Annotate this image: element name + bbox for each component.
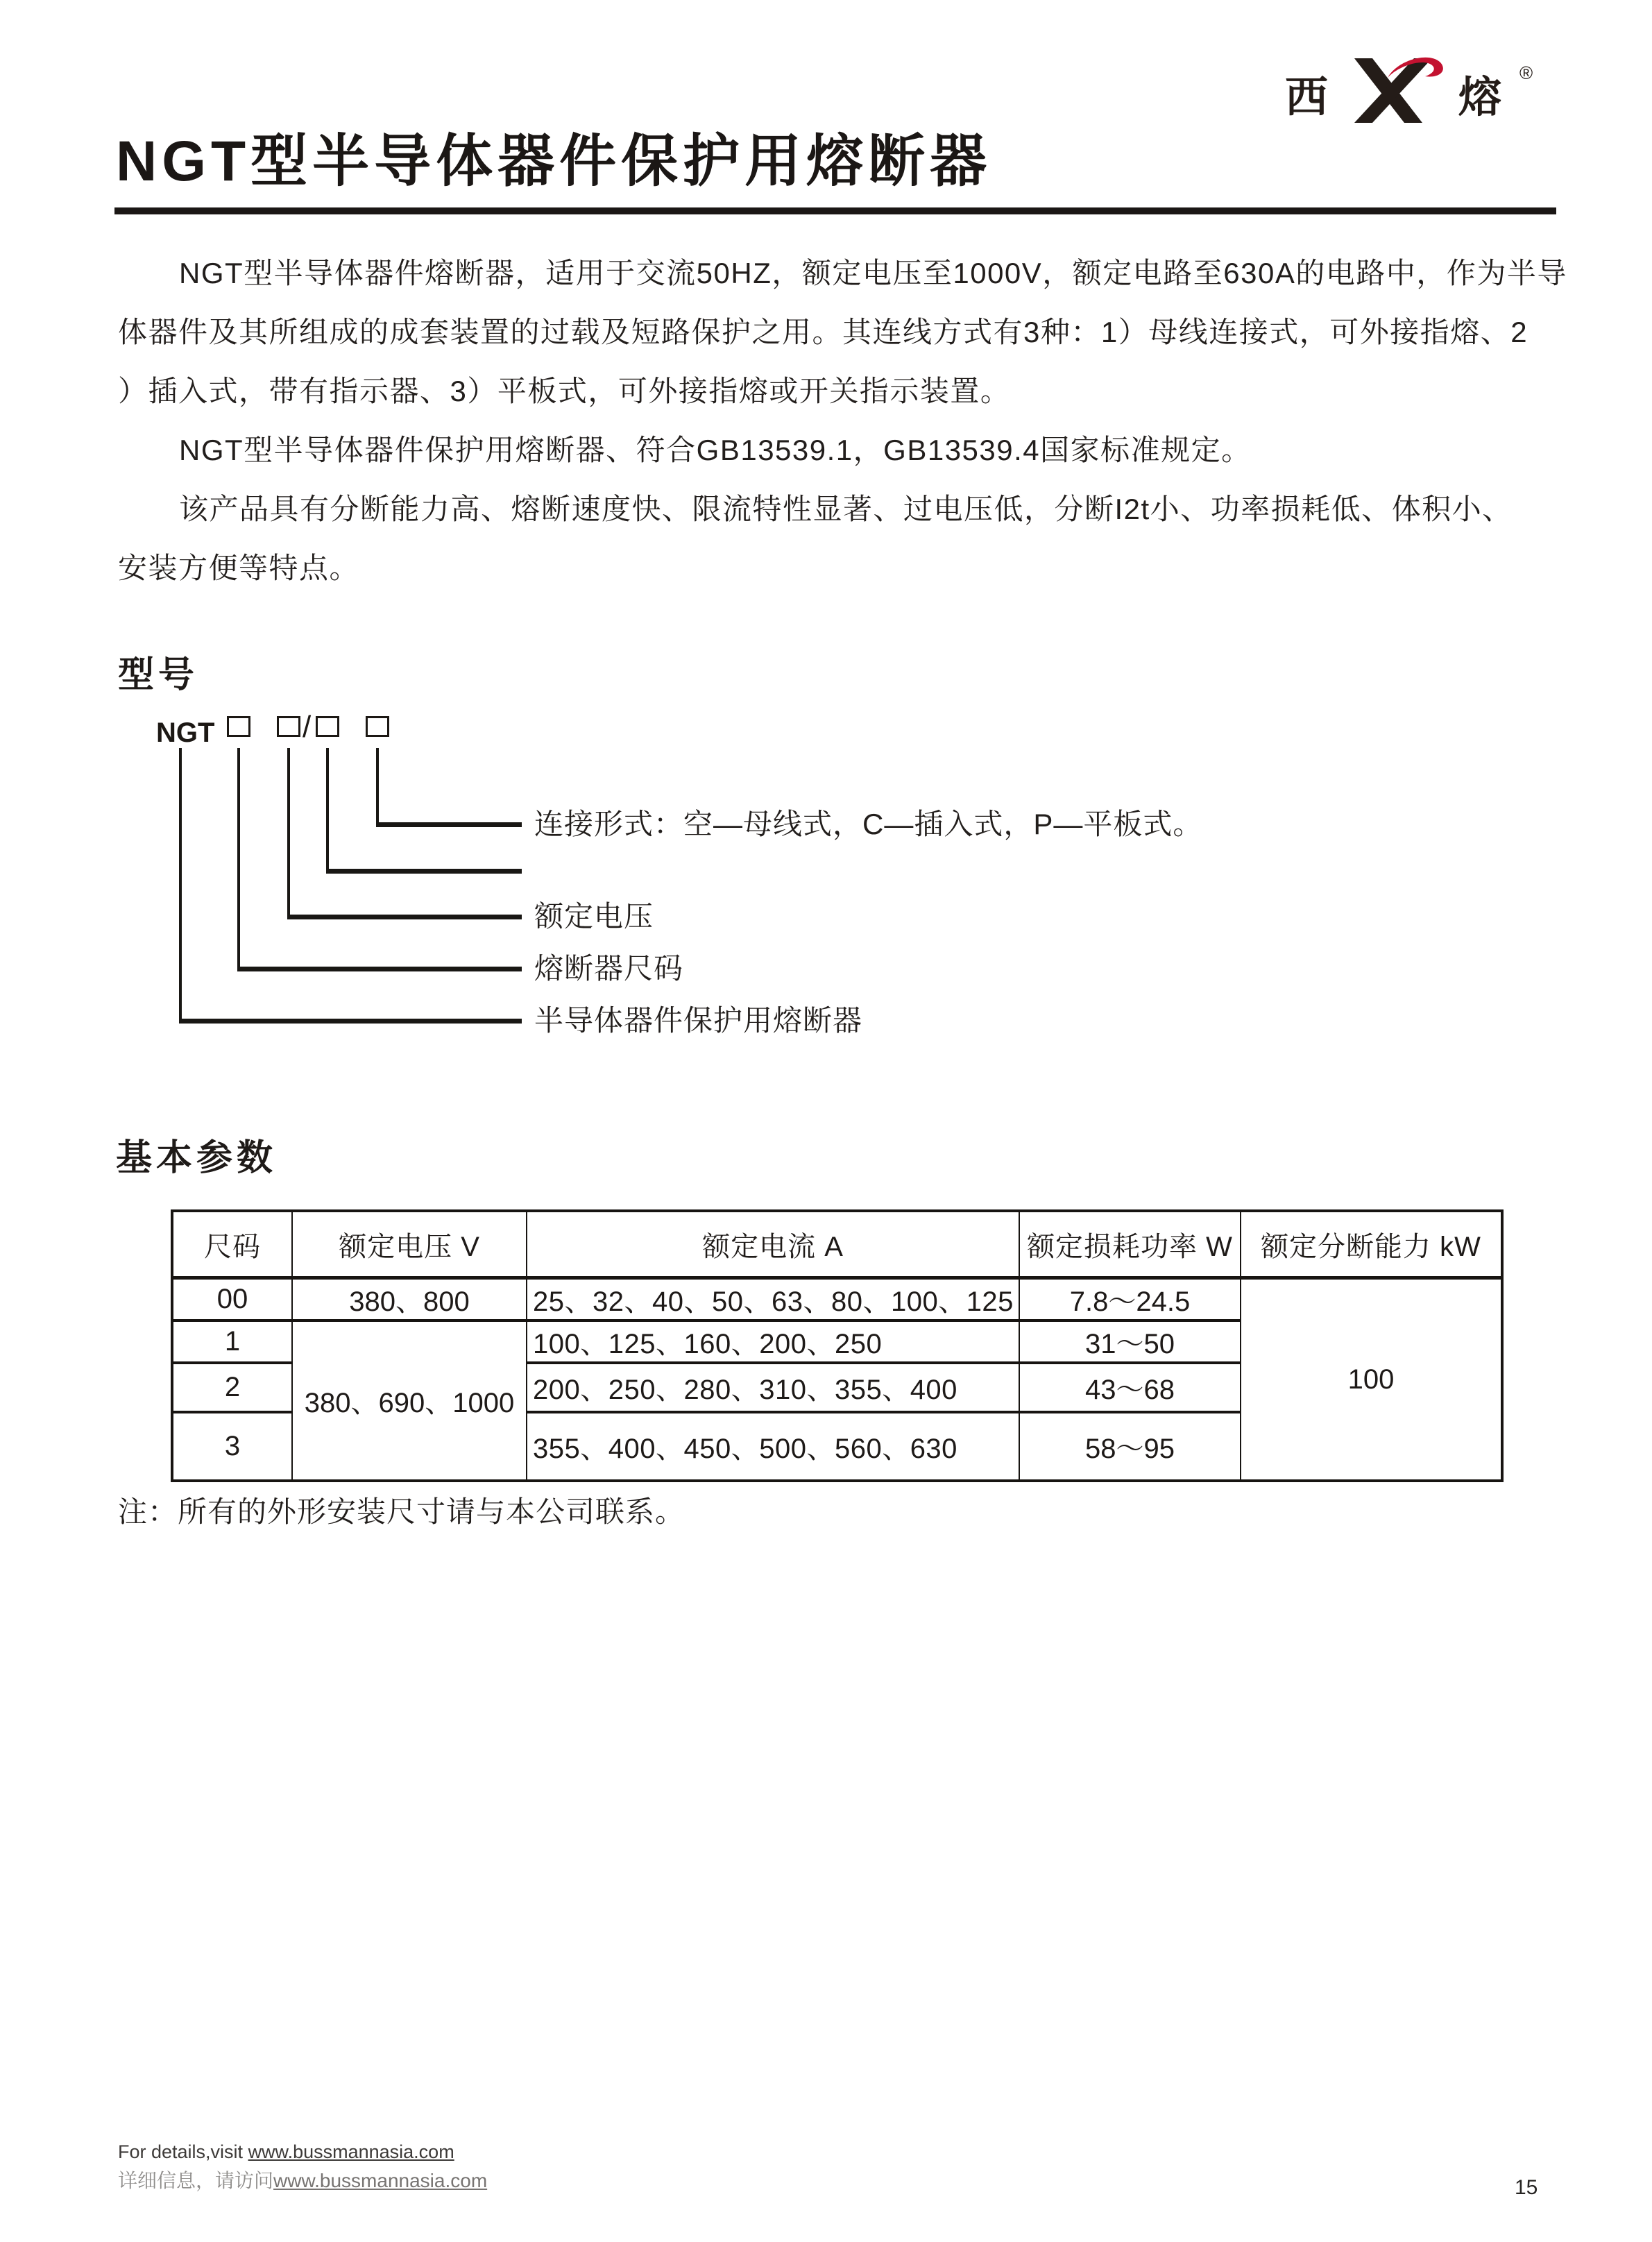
footer-en-url-link[interactable]: www.bussmannasia.com bbox=[248, 2141, 454, 2162]
cell-power: 43～68 bbox=[1019, 1363, 1241, 1412]
cell-size: 2 bbox=[172, 1363, 292, 1412]
footer-line-en bbox=[118, 2141, 454, 2163]
paragraph-line: 该产品具有分断能力高、熔断速度快、限流特性显著、过电压低，分断I2t小、功率损耗低、体积小、 bbox=[179, 493, 1513, 525]
page-title: NGT型半导体器件保护用熔断器 bbox=[116, 130, 992, 193]
footer-line-cn bbox=[118, 2166, 487, 2193]
cell-power: 7.8～24.5 bbox=[1019, 1278, 1241, 1321]
callout-rated-voltage: 额定电压 bbox=[534, 900, 654, 933]
logo-char-right: 熔 bbox=[1458, 74, 1502, 121]
model-placeholder-box bbox=[316, 716, 339, 737]
col-header-breaking: 额定分断能力 kW bbox=[1241, 1211, 1502, 1278]
paragraph-line: NGT型半导体器件熔断器，适用于交流50HZ，额定电压至1000V，额定电路至630A的电路中，作为半导 bbox=[179, 257, 1567, 289]
cell-current: 100、125、160、200、250 bbox=[527, 1320, 1019, 1363]
callout-line bbox=[287, 748, 290, 915]
cell-size: 00 bbox=[172, 1278, 292, 1321]
callout-line bbox=[326, 869, 522, 874]
model-slash: / bbox=[303, 710, 312, 744]
table-row bbox=[172, 1278, 1502, 1321]
callout-line bbox=[376, 822, 522, 827]
model-placeholder-box bbox=[277, 716, 300, 737]
col-header-power: 额定损耗功率 W bbox=[1019, 1211, 1241, 1278]
table-header-row bbox=[172, 1211, 1502, 1278]
col-header-size: 尺码 bbox=[172, 1211, 292, 1278]
callout-line bbox=[376, 748, 379, 822]
footer-cn-url-link[interactable]: www.bussmannasia.com bbox=[273, 2170, 488, 2191]
intro-paragraphs bbox=[118, 244, 1567, 597]
callout-line bbox=[179, 1019, 522, 1024]
logo-xr-mark-icon bbox=[1345, 57, 1449, 126]
cell-current: 355、400、450、500、560、630 bbox=[527, 1412, 1019, 1481]
page-number: 15 bbox=[1515, 2176, 1538, 2199]
cell-voltage: 380、800 bbox=[292, 1278, 527, 1321]
cell-breaking-capacity: 100 bbox=[1241, 1278, 1502, 1481]
callout-connection-form: 连接形式：空—母线式，C—插入式，P—平板式。 bbox=[534, 808, 1203, 840]
title-rule bbox=[114, 207, 1556, 214]
section-heading-params: 基本参数 bbox=[116, 1138, 278, 1178]
callout-fuse-size: 熔断器尺码 bbox=[534, 952, 684, 985]
cell-current: 25、32、40、50、63、80、100、125 bbox=[527, 1278, 1019, 1321]
section-heading-model: 型号 bbox=[118, 655, 199, 695]
callout-line bbox=[326, 748, 329, 869]
cell-voltage: 380、690、1000 bbox=[292, 1320, 527, 1481]
cell-power: 58～95 bbox=[1019, 1412, 1241, 1481]
paragraph-line: 安装方便等特点。 bbox=[118, 552, 360, 584]
logo-char-left: 西 bbox=[1285, 74, 1329, 121]
callout-line bbox=[237, 967, 522, 971]
cell-size: 3 bbox=[172, 1412, 292, 1481]
table-note: 注：所有的外形安装尺寸请与本公司联系。 bbox=[118, 1495, 686, 1528]
model-prefix: NGT bbox=[156, 717, 215, 748]
paragraph-line: 体器件及其所组成的成套装置的过载及短路保护之用。其连线方式有3种：1）母线连接式，可外接指熔、2 bbox=[118, 316, 1528, 348]
callout-series-meaning: 半导体器件保护用熔断器 bbox=[534, 1004, 863, 1037]
model-placeholder-box bbox=[227, 716, 250, 737]
cell-size: 1 bbox=[172, 1320, 292, 1363]
registered-trademark-icon: ® bbox=[1519, 62, 1533, 83]
callout-line bbox=[237, 748, 240, 967]
parameters-table bbox=[171, 1209, 1504, 1482]
col-header-voltage: 额定电压 V bbox=[292, 1211, 527, 1278]
model-placeholder-box bbox=[366, 716, 389, 737]
callout-line bbox=[179, 748, 182, 1019]
paragraph-line: NGT型半导体器件保护用熔断器、符合GB13539.1，GB13539.4国家标准规定。 bbox=[179, 434, 1252, 466]
paragraph-line: ）插入式，带有指示器、3）平板式，可外接指熔或开关指示装置。 bbox=[118, 375, 1011, 407]
footer-cn-prefix: 详细信息，请访问 bbox=[118, 2170, 274, 2191]
col-header-current: 额定电流 A bbox=[527, 1211, 1019, 1278]
cell-power: 31～50 bbox=[1019, 1320, 1241, 1363]
footer-en-prefix: For details,visit bbox=[118, 2141, 248, 2162]
cell-current: 200、250、280、310、355、400 bbox=[527, 1363, 1019, 1412]
callout-line bbox=[287, 915, 522, 919]
